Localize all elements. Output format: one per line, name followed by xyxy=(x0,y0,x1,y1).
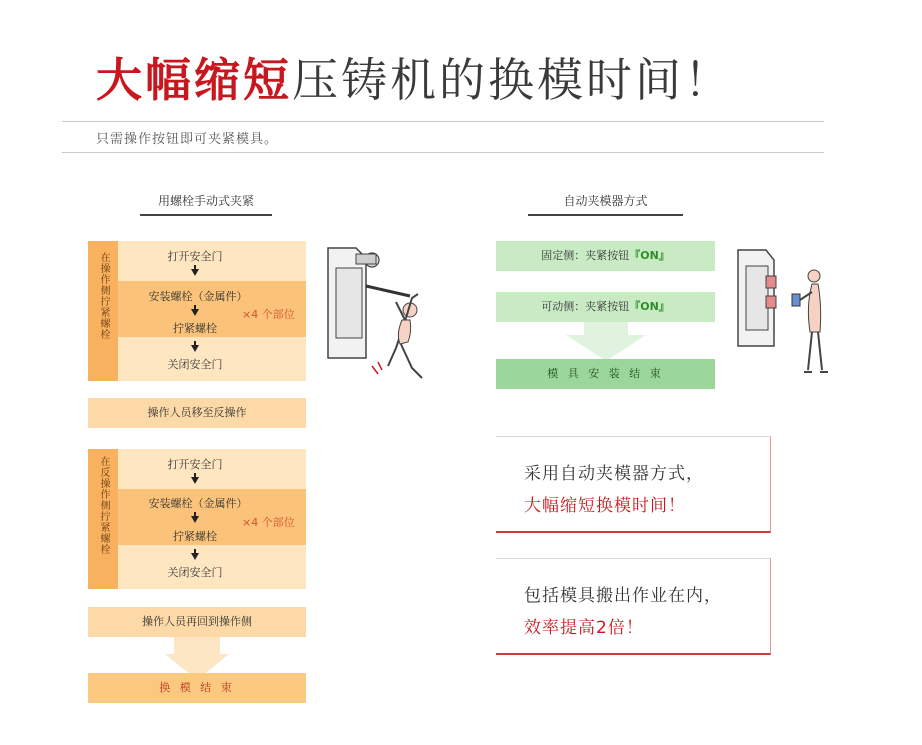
manual-section-title: 用螺栓手动式夹紧 xyxy=(140,192,272,216)
manual-g1-times: ×4 个部位 xyxy=(242,308,295,321)
callout-1-line-1: 采用自动夹模器方式， xyxy=(524,464,704,484)
callout-1-line-2: 大幅缩短换模时间！ xyxy=(524,496,686,516)
callout-2-line-2: 效率提高2倍！ xyxy=(524,618,644,638)
auto-flow-arrow-shaft xyxy=(584,322,628,336)
header-divider-bottom xyxy=(62,152,824,153)
down-arrow-icon xyxy=(191,269,199,276)
worker-tightening-bolt-icon xyxy=(326,238,436,388)
manual-group-2-label: 在反操作侧拧紧螺栓 xyxy=(98,456,109,555)
manual-g2-step-install: 安装螺栓（金属件） xyxy=(148,497,248,510)
page-title xyxy=(96,50,733,110)
callout-2-line-1: 包括模具搬出作业在内， xyxy=(524,586,722,606)
auto-fixed-side-button xyxy=(496,241,715,271)
manual-g1-step-open: 打开安全门 xyxy=(167,250,223,263)
manual-g2-step-close: 关闭安全门 xyxy=(167,566,223,579)
manual-end: 换 模 结 束 xyxy=(88,673,306,703)
page-title-highlight: 大幅缩短 xyxy=(96,53,292,107)
auto-moving-side-label: 可动侧：夹紧按钮 xyxy=(541,300,630,313)
worker-pressing-button-icon xyxy=(736,246,832,382)
manual-group-1-label: 在操作侧拧紧螺栓 xyxy=(98,252,109,340)
on-label: 『ON』 xyxy=(629,300,670,313)
auto-fixed-side-label: 固定侧：夹紧按钮 xyxy=(541,249,630,262)
manual-g2-step-tighten: 拧紧螺栓 xyxy=(173,530,217,543)
down-arrow-icon xyxy=(191,516,199,523)
on-label: 『ON』 xyxy=(629,249,670,262)
page-subtitle: 只需操作按钮即可夹紧模具。 xyxy=(96,132,279,147)
callout-box-2 xyxy=(496,558,771,655)
manual-move-to-opposite: 操作人员移至反操作 xyxy=(88,398,306,428)
down-arrow-icon xyxy=(191,477,199,484)
callout-box-1 xyxy=(496,436,771,533)
down-arrow-icon xyxy=(191,345,199,352)
manual-g1-step-install: 安装螺栓（金属件） xyxy=(148,290,248,303)
manual-g2-step-open: 打开安全门 xyxy=(167,458,223,471)
flow-arrow-shaft xyxy=(174,637,220,655)
down-arrow-icon xyxy=(191,553,199,560)
down-arrow-icon xyxy=(191,309,199,316)
manual-g1-step-close: 关闭安全门 xyxy=(167,358,223,371)
page-title-rest: 压铸机的换模时间！ xyxy=(292,53,733,107)
auto-end: 模 具 安 装 结 束 xyxy=(496,359,715,389)
header-divider-top xyxy=(62,121,824,122)
auto-section-title: 自动夹模器方式 xyxy=(528,192,683,216)
manual-move-back: 操作人员再回到操作侧 xyxy=(88,607,306,637)
manual-g2-times: ×4 个部位 xyxy=(242,516,295,529)
manual-g1-step-tighten: 拧紧螺栓 xyxy=(173,322,217,335)
auto-moving-side-button xyxy=(496,292,715,322)
auto-flow-arrow-head-icon xyxy=(566,335,646,361)
